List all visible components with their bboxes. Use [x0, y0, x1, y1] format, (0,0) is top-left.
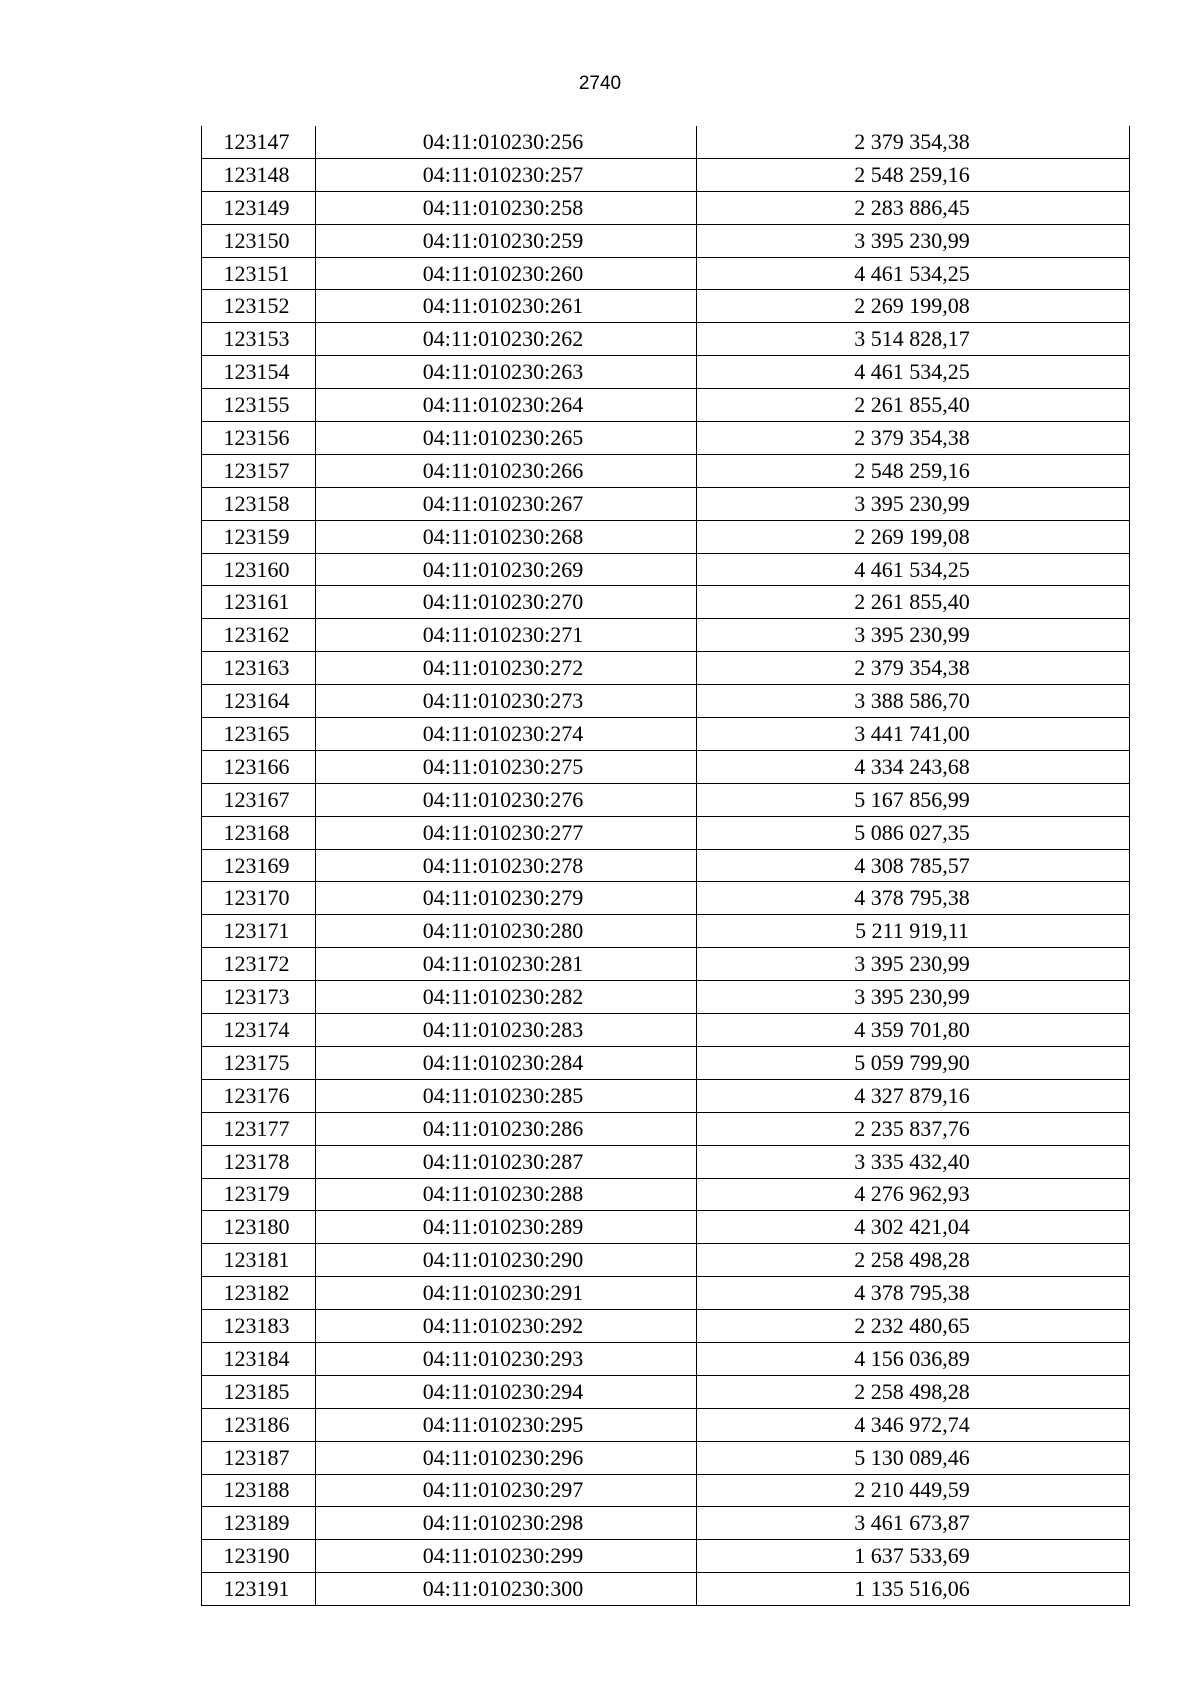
table-row: [202, 1507, 1130, 1540]
cadastral-value-cell: 4 327 879,16: [697, 1079, 1130, 1112]
row-number-cell: 123188: [202, 1474, 316, 1507]
cadastral-value-cell: 4 334 243,68: [697, 750, 1130, 783]
row-number-cell: 123189: [202, 1507, 316, 1540]
cadastral-number-cell: 04:11:010230:265: [316, 422, 697, 455]
row-number-cell: 123179: [202, 1178, 316, 1211]
table-row: [202, 816, 1130, 849]
row-number-cell: 123180: [202, 1211, 316, 1244]
table-row: [202, 1145, 1130, 1178]
table-row: [202, 389, 1130, 422]
cadastral-number-cell: 04:11:010230:282: [316, 981, 697, 1014]
row-number-cell: 123168: [202, 816, 316, 849]
row-number-cell: 123171: [202, 915, 316, 948]
row-number-cell: 123183: [202, 1310, 316, 1343]
table-body: [202, 126, 1130, 1606]
table-row: [202, 158, 1130, 191]
cadastral-value-cell: 2 283 886,45: [697, 191, 1130, 224]
cadastral-number-cell: 04:11:010230:298: [316, 1507, 697, 1540]
cadastral-value-cell: 4 378 795,38: [697, 1277, 1130, 1310]
table-row: [202, 1014, 1130, 1047]
cadastral-number-cell: 04:11:010230:291: [316, 1277, 697, 1310]
cadastral-number-cell: 04:11:010230:263: [316, 356, 697, 389]
table-row: [202, 750, 1130, 783]
row-number-cell: 123157: [202, 454, 316, 487]
table-row: [202, 981, 1130, 1014]
cadastral-number-cell: 04:11:010230:268: [316, 520, 697, 553]
row-number-cell: 123158: [202, 487, 316, 520]
cadastral-number-cell: 04:11:010230:295: [316, 1408, 697, 1441]
row-number-cell: 123169: [202, 849, 316, 882]
cadastral-number-cell: 04:11:010230:261: [316, 290, 697, 323]
row-number-cell: 123187: [202, 1441, 316, 1474]
cadastral-value-cell: 5 086 027,35: [697, 816, 1130, 849]
cadastral-number-cell: 04:11:010230:285: [316, 1079, 697, 1112]
table-row: [202, 422, 1130, 455]
cadastral-number-cell: 04:11:010230:296: [316, 1441, 697, 1474]
cadastral-value-cell: 3 395 230,99: [697, 487, 1130, 520]
table-row: [202, 1540, 1130, 1573]
cadastral-value-cell: 2 269 199,08: [697, 290, 1130, 323]
cadastral-value-cell: 2 261 855,40: [697, 586, 1130, 619]
table-row: [202, 323, 1130, 356]
row-number-cell: 123151: [202, 257, 316, 290]
row-number-cell: 123161: [202, 586, 316, 619]
row-number-cell: 123166: [202, 750, 316, 783]
cadastral-number-cell: 04:11:010230:288: [316, 1178, 697, 1211]
table-row: [202, 356, 1130, 389]
cadastral-number-cell: 04:11:010230:260: [316, 257, 697, 290]
cadastral-number-cell: 04:11:010230:262: [316, 323, 697, 356]
table-row: [202, 1244, 1130, 1277]
table-row: [202, 1277, 1130, 1310]
row-number-cell: 123170: [202, 882, 316, 915]
table-row: [202, 652, 1130, 685]
table-row: [202, 915, 1130, 948]
table-row: [202, 191, 1130, 224]
row-number-cell: 123162: [202, 619, 316, 652]
cadastral-value-cell: 3 395 230,99: [697, 619, 1130, 652]
cadastral-number-cell: 04:11:010230:266: [316, 454, 697, 487]
cadastral-number-cell: 04:11:010230:256: [316, 126, 697, 158]
cadastral-value-cell: 4 156 036,89: [697, 1342, 1130, 1375]
cadastral-number-cell: 04:11:010230:274: [316, 718, 697, 751]
row-number-cell: 123152: [202, 290, 316, 323]
cadastral-number-cell: 04:11:010230:276: [316, 783, 697, 816]
cadastral-number-cell: 04:11:010230:297: [316, 1474, 697, 1507]
cadastral-number-cell: 04:11:010230:289: [316, 1211, 697, 1244]
row-number-cell: 123175: [202, 1046, 316, 1079]
cadastral-value-cell: 5 167 856,99: [697, 783, 1130, 816]
cadastral-number-cell: 04:11:010230:300: [316, 1573, 697, 1606]
row-number-cell: 123176: [202, 1079, 316, 1112]
table-row: [202, 1211, 1130, 1244]
cadastral-value-cell: 4 359 701,80: [697, 1014, 1130, 1047]
row-number-cell: 123184: [202, 1342, 316, 1375]
cadastral-value-cell: 3 461 673,87: [697, 1507, 1130, 1540]
cadastral-number-cell: 04:11:010230:264: [316, 389, 697, 422]
table-row: [202, 224, 1130, 257]
row-number-cell: 123167: [202, 783, 316, 816]
row-number-cell: 123190: [202, 1540, 316, 1573]
cadastral-number-cell: 04:11:010230:286: [316, 1112, 697, 1145]
cadastral-number-cell: 04:11:010230:272: [316, 652, 697, 685]
row-number-cell: 123156: [202, 422, 316, 455]
cadastral-value-cell: 4 461 534,25: [697, 356, 1130, 389]
cadastral-value-cell: 2 548 259,16: [697, 454, 1130, 487]
table-row: [202, 586, 1130, 619]
page-number: 2740: [578, 73, 622, 94]
cadastral-value-cell: 4 276 962,93: [697, 1178, 1130, 1211]
table-row: [202, 948, 1130, 981]
row-number-cell: 123177: [202, 1112, 316, 1145]
row-number-cell: 123178: [202, 1145, 316, 1178]
table-row: [202, 520, 1130, 553]
cadastral-value-cell: 4 461 534,25: [697, 257, 1130, 290]
cadastral-value-cell: 1 637 533,69: [697, 1540, 1130, 1573]
table-row: [202, 1474, 1130, 1507]
cadastral-value-cell: 4 461 534,25: [697, 553, 1130, 586]
row-number-cell: 123174: [202, 1014, 316, 1047]
row-number-cell: 123164: [202, 685, 316, 718]
cadastral-number-cell: 04:11:010230:269: [316, 553, 697, 586]
table-row: [202, 1178, 1130, 1211]
cadastral-number-cell: 04:11:010230:279: [316, 882, 697, 915]
cadastral-value-cell: 2 210 449,59: [697, 1474, 1130, 1507]
row-number-cell: 123172: [202, 948, 316, 981]
cadastral-value-cell: 3 441 741,00: [697, 718, 1130, 751]
cadastral-number-cell: 04:11:010230:283: [316, 1014, 697, 1047]
cadastral-value-cell: 1 135 516,06: [697, 1573, 1130, 1606]
row-number-cell: 123153: [202, 323, 316, 356]
data-table: [201, 126, 1130, 1606]
cadastral-value-cell: 2 235 837,76: [697, 1112, 1130, 1145]
table-row: [202, 718, 1130, 751]
cadastral-value-cell: 2 548 259,16: [697, 158, 1130, 191]
row-number-cell: 123185: [202, 1375, 316, 1408]
table-row: [202, 849, 1130, 882]
row-number-cell: 123149: [202, 191, 316, 224]
cadastral-value-cell: 5 211 919,11: [697, 915, 1130, 948]
cadastral-number-cell: 04:11:010230:299: [316, 1540, 697, 1573]
row-number-cell: 123173: [202, 981, 316, 1014]
table-row: [202, 553, 1130, 586]
cadastral-value-cell: 4 308 785,57: [697, 849, 1130, 882]
row-number-cell: 123159: [202, 520, 316, 553]
table-row: [202, 1112, 1130, 1145]
row-number-cell: 123160: [202, 553, 316, 586]
row-number-cell: 123155: [202, 389, 316, 422]
cadastral-number-cell: 04:11:010230:270: [316, 586, 697, 619]
row-number-cell: 123150: [202, 224, 316, 257]
table-row: [202, 1441, 1130, 1474]
table-row: [202, 1573, 1130, 1606]
table-row: [202, 126, 1130, 158]
row-number-cell: 123191: [202, 1573, 316, 1606]
cadastral-value-cell: 5 130 089,46: [697, 1441, 1130, 1474]
table-row: [202, 290, 1130, 323]
cadastral-value-cell: 4 302 421,04: [697, 1211, 1130, 1244]
cadastral-number-cell: 04:11:010230:271: [316, 619, 697, 652]
cadastral-number-cell: 04:11:010230:273: [316, 685, 697, 718]
cadastral-value-cell: 4 378 795,38: [697, 882, 1130, 915]
cadastral-value-cell: 3 395 230,99: [697, 224, 1130, 257]
row-number-cell: 123186: [202, 1408, 316, 1441]
cadastral-value-cell: 3 395 230,99: [697, 948, 1130, 981]
cadastral-number-cell: 04:11:010230:294: [316, 1375, 697, 1408]
table-row: [202, 1310, 1130, 1343]
table-row: [202, 1375, 1130, 1408]
cadastral-value-cell: 4 346 972,74: [697, 1408, 1130, 1441]
cadastral-number-cell: 04:11:010230:293: [316, 1342, 697, 1375]
cadastral-number-cell: 04:11:010230:281: [316, 948, 697, 981]
row-number-cell: 123181: [202, 1244, 316, 1277]
cadastral-value-cell: 2 232 480,65: [697, 1310, 1130, 1343]
row-number-cell: 123147: [202, 126, 316, 158]
table-row: [202, 685, 1130, 718]
table-row: [202, 1342, 1130, 1375]
cadastral-number-cell: 04:11:010230:287: [316, 1145, 697, 1178]
row-number-cell: 123182: [202, 1277, 316, 1310]
cadastral-number-cell: 04:11:010230:267: [316, 487, 697, 520]
cadastral-number-cell: 04:11:010230:258: [316, 191, 697, 224]
cadastral-value-cell: 2 379 354,38: [697, 652, 1130, 685]
table-row: [202, 783, 1130, 816]
cadastral-number-cell: 04:11:010230:292: [316, 1310, 697, 1343]
cadastral-value-cell: 2 258 498,28: [697, 1375, 1130, 1408]
table-row: [202, 1079, 1130, 1112]
cadastral-value-cell: 3 335 432,40: [697, 1145, 1130, 1178]
row-number-cell: 123165: [202, 718, 316, 751]
row-number-cell: 123148: [202, 158, 316, 191]
cadastral-value-cell: 2 261 855,40: [697, 389, 1130, 422]
table-row: [202, 487, 1130, 520]
cadastral-value-cell: 2 258 498,28: [697, 1244, 1130, 1277]
row-number-cell: 123163: [202, 652, 316, 685]
cadastral-value-cell: 2 269 199,08: [697, 520, 1130, 553]
row-number-cell: 123154: [202, 356, 316, 389]
table-row: [202, 882, 1130, 915]
cadastral-value-cell: 3 395 230,99: [697, 981, 1130, 1014]
table-row: [202, 1046, 1130, 1079]
cadastral-value-cell: 5 059 799,90: [697, 1046, 1130, 1079]
cadastral-value-cell: 3 514 828,17: [697, 323, 1130, 356]
cadastral-number-cell: 04:11:010230:280: [316, 915, 697, 948]
table-row: [202, 257, 1130, 290]
cadastral-value-cell: 3 388 586,70: [697, 685, 1130, 718]
cadastral-number-cell: 04:11:010230:278: [316, 849, 697, 882]
cadastral-number-cell: 04:11:010230:259: [316, 224, 697, 257]
cadastral-number-cell: 04:11:010230:275: [316, 750, 697, 783]
cadastral-value-cell: 2 379 354,38: [697, 126, 1130, 158]
table-row: [202, 454, 1130, 487]
cadastral-value-cell: 2 379 354,38: [697, 422, 1130, 455]
table-row: [202, 619, 1130, 652]
cadastral-number-cell: 04:11:010230:257: [316, 158, 697, 191]
cadastral-number-cell: 04:11:010230:284: [316, 1046, 697, 1079]
cadastral-number-cell: 04:11:010230:277: [316, 816, 697, 849]
cadastral-number-cell: 04:11:010230:290: [316, 1244, 697, 1277]
table-row: [202, 1408, 1130, 1441]
